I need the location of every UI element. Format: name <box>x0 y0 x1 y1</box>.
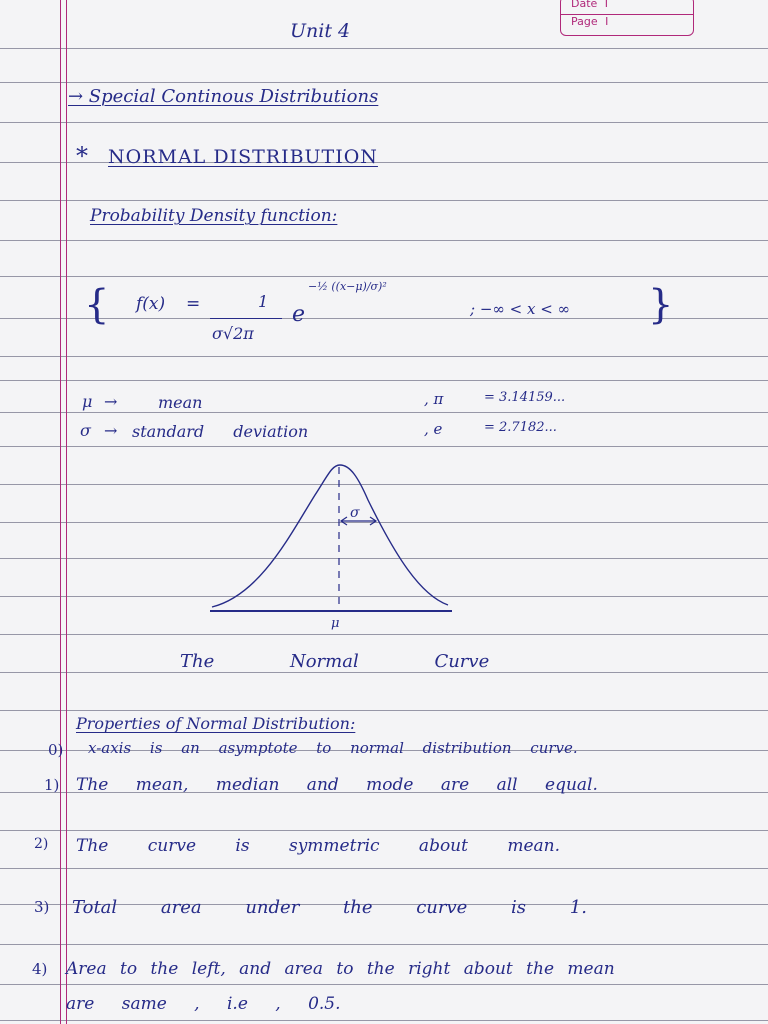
ruled-line <box>0 48 768 49</box>
topic-marker: * <box>76 142 88 170</box>
formula-base: e <box>292 302 306 327</box>
ruled-line <box>0 868 768 869</box>
e-value: = 2.7182... <box>484 420 557 435</box>
property-number: 1) <box>44 776 60 794</box>
property-number: 2) <box>34 836 49 852</box>
curve-caption: The Normal Curve <box>180 651 490 672</box>
mu-symbol: μ <box>82 392 93 411</box>
ruled-line <box>0 1020 768 1021</box>
ruled-line <box>0 122 768 123</box>
property-number: 0) <box>48 741 64 759</box>
property-text: Total area under the curve is 1. <box>72 897 587 918</box>
right-brace: } <box>648 282 674 328</box>
mu-label: μ <box>331 616 340 631</box>
sigma-label: σ <box>350 505 360 521</box>
property-continuation: are same , i.e , 0.5. <box>66 994 341 1014</box>
ruled-line <box>0 356 768 357</box>
formula-numerator: 1 <box>258 292 269 311</box>
bell-curve <box>212 465 448 607</box>
sigma-symbol: σ <box>80 421 91 440</box>
margin-line-left-inner <box>66 0 67 1024</box>
section-title: → Special Continous Distributions <box>68 86 379 107</box>
sigma-meaning: standard deviation <box>132 422 309 441</box>
pi-value: = 3.14159... <box>484 390 566 405</box>
date-page-box <box>560 0 694 36</box>
margin-line-left <box>60 0 61 1024</box>
mu-arrow: → <box>104 392 118 411</box>
date-label: Date <box>571 0 598 10</box>
property-text: The curve is symmetric about mean. <box>76 836 561 856</box>
date-row: Date I <box>561 0 693 15</box>
pdf-heading: Probability Density function: <box>90 206 338 226</box>
property-text: Area to the left, and area to the right about the mean <box>66 959 615 979</box>
ruled-line <box>0 984 768 985</box>
page-row: Page I <box>571 15 609 28</box>
fraction-bar <box>210 318 282 319</box>
ruled-line <box>0 830 768 831</box>
property-number: 4) <box>32 960 48 978</box>
ruled-line <box>0 276 768 277</box>
ruled-line <box>0 446 768 447</box>
properties-heading: Properties of Normal Distribution: <box>76 714 356 733</box>
ruled-line <box>0 944 768 945</box>
left-brace: { <box>84 282 110 328</box>
ruled-line <box>0 240 768 241</box>
topic-title: NORMAL DISTRIBUTION <box>108 146 378 168</box>
pi-symbol: , π <box>424 390 444 408</box>
unit-title: Unit 4 <box>290 20 351 42</box>
ruled-line <box>0 200 768 201</box>
formula-equals: = <box>186 294 201 314</box>
property-number: 3) <box>34 898 50 916</box>
property-text: x-axis is an asymptote to normal distribution curve. <box>88 739 578 757</box>
ruled-line <box>0 82 768 83</box>
formula-domain: ; −∞ < x < ∞ <box>470 300 571 318</box>
e-symbol: , e <box>424 420 443 438</box>
sigma-arrow: → <box>104 421 118 440</box>
ruled-line <box>0 672 768 673</box>
ruled-line <box>0 380 768 381</box>
formula-denominator: σ√2π <box>212 324 254 343</box>
page-label: Page <box>571 15 598 28</box>
mu-meaning: mean <box>158 393 203 412</box>
ruled-line <box>0 710 768 711</box>
ruled-line <box>0 412 768 413</box>
formula-lhs: f(x) <box>136 294 166 314</box>
normal-curve-diagram <box>200 455 470 635</box>
property-text: The mean, median and mode are all equal. <box>76 775 598 795</box>
formula-exponent: −½ ((x−μ)/σ)² <box>308 280 387 293</box>
